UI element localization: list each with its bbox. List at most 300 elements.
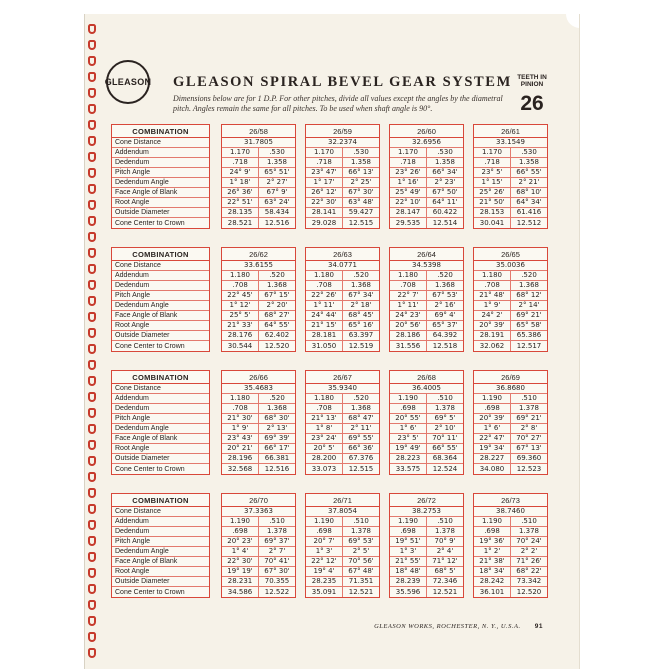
gear-combination-table (389, 370, 464, 475)
pinion-pitch-angle-value: 21° 30' (227, 414, 253, 422)
table-row (390, 198, 463, 208)
binding-ring (88, 168, 96, 178)
table-row (474, 291, 547, 301)
table-row (474, 587, 547, 597)
row-labels-table (111, 124, 210, 229)
table-row (390, 321, 463, 331)
gear-combination-table (305, 370, 380, 475)
pinion-root-angle-value: 22° 10' (395, 198, 421, 206)
cone-distance-value: 38.7460 (496, 507, 525, 515)
pinion-dedendum-value: .708 (316, 281, 332, 289)
table-row (222, 404, 295, 414)
gear-cone-center-value: 12.524 (426, 464, 463, 474)
gear-face-angle-value: 69° 4' (426, 311, 463, 320)
pinion-cone-center-value: 34.080 (479, 464, 505, 473)
table-row (306, 301, 379, 311)
row-label-dedendum: Dedendum (112, 281, 209, 291)
binding-ring (88, 632, 96, 642)
table-row (306, 188, 379, 198)
table-row (222, 321, 295, 331)
pinion-face-angle-value: 26° 36' (227, 188, 253, 196)
table-row (474, 148, 547, 158)
binding-ring (88, 120, 96, 130)
table-row (390, 444, 463, 454)
binding-ring (88, 248, 96, 258)
gear-face-angle-value: 68° 10' (510, 188, 547, 197)
table-row (306, 507, 379, 517)
table-row (390, 454, 463, 464)
pinion-dedendum-angle-value: 1° 6' (483, 424, 501, 432)
table-row (222, 394, 295, 404)
table-row (306, 547, 379, 557)
combination-value: 26/72 (390, 494, 463, 507)
table-row (390, 311, 463, 321)
gear-dedendum-angle-value: 2° 5' (342, 547, 379, 556)
gear-dedendum-value: 1.368 (510, 281, 547, 290)
table-row (390, 464, 463, 474)
gear-cone-center-value: 12.516 (258, 464, 295, 474)
table-row (474, 301, 547, 311)
pinion-pitch-angle-value: 19° 51' (395, 537, 421, 545)
pinion-addendum-value: 1.180 (313, 394, 335, 402)
gear-combination-table (473, 124, 548, 229)
cone-distance-value: 36.4005 (412, 384, 441, 392)
gear-cone-center-value: 12.515 (342, 464, 379, 474)
gear-cone-center-value: 12.517 (510, 341, 547, 351)
table-row (306, 587, 379, 597)
page-number: 91 (534, 623, 543, 630)
binding-ring (88, 360, 96, 370)
table-row (390, 587, 463, 597)
table-row (474, 444, 547, 454)
gear-combination-table (389, 247, 464, 352)
pinion-outside-diameter-value: 28.196 (227, 454, 253, 462)
table-row (390, 547, 463, 557)
gear-root-angle-value: 65° 58' (510, 321, 547, 330)
gear-outside-diameter-value: 62.402 (258, 331, 295, 340)
table-row (474, 178, 547, 188)
table-row (222, 567, 295, 577)
table-row (390, 567, 463, 577)
table-row (222, 454, 295, 464)
table-row (474, 414, 547, 424)
gear-addendum-value: .510 (510, 394, 547, 403)
table-row (474, 218, 547, 228)
pinion-root-angle-value: 19° 49' (395, 444, 421, 452)
table-row (222, 271, 295, 281)
gear-outside-diameter-value: 61.416 (510, 208, 547, 217)
table-row (390, 517, 463, 527)
gear-combination-table (221, 247, 296, 352)
pinion-pitch-angle-value: 20° 7' (313, 537, 335, 545)
table-row (474, 331, 547, 341)
binding-ring (88, 40, 96, 50)
pinion-outside-diameter-value: 28.147 (395, 208, 421, 216)
pinion-pitch-angle-value: 24° 9' (229, 168, 251, 176)
handbook-page (84, 14, 580, 669)
row-label-dedendum: Dedendum (112, 158, 209, 168)
pinion-cone-center-value: 31.556 (395, 341, 421, 350)
gear-outside-diameter-value: 71.351 (342, 577, 379, 586)
table-row (306, 424, 379, 434)
row-labels-table (111, 247, 210, 352)
gear-pitch-angle-value: 69° 5' (426, 414, 463, 423)
gear-outside-diameter-value: 59.427 (342, 208, 379, 217)
gear-outside-diameter-value: 63.397 (342, 331, 379, 340)
row-labels-table (111, 370, 210, 475)
gear-face-angle-value: 67° 30' (342, 188, 379, 197)
pinion-dedendum-angle-value: 1° 11' (313, 301, 335, 309)
gear-addendum-value: .530 (510, 148, 547, 157)
table-row (390, 331, 463, 341)
binding-ring (88, 184, 96, 194)
table-row (222, 341, 295, 351)
pinion-outside-diameter-value: 28.176 (227, 331, 253, 339)
table-row (222, 168, 295, 178)
table-row (306, 517, 379, 527)
pinion-cone-center-value: 35.596 (395, 587, 421, 596)
table-row (222, 301, 295, 311)
pinion-cone-center-value: 32.062 (479, 341, 505, 350)
gear-face-angle-value: 70° 27' (510, 434, 547, 443)
gear-root-angle-value: 67° 48' (342, 567, 379, 576)
table-row (222, 138, 295, 148)
gear-pitch-angle-value: 67° 53' (426, 291, 463, 300)
gleason-logo: GLEASON (106, 60, 150, 104)
row-label-face-angle: Face Angle of Blank (112, 311, 209, 321)
table-row (474, 198, 547, 208)
pinion-face-angle-value: 25° 5' (229, 311, 251, 319)
pinion-pitch-angle-value: 23° 26' (395, 168, 421, 176)
pinion-root-angle-value: 22° 30' (311, 198, 337, 206)
pinion-addendum-value: 1.170 (313, 148, 335, 156)
pinion-face-angle-value: 26° 12' (311, 188, 337, 196)
gear-outside-diameter-value: 70.355 (258, 577, 295, 586)
table-row (306, 577, 379, 587)
table-row (474, 384, 547, 394)
gear-pitch-angle-value: 69° 21' (510, 414, 547, 423)
binding-ring (88, 568, 96, 578)
pinion-outside-diameter-value: 28.181 (311, 331, 337, 339)
pinion-dedendum-angle-value: 1° 18' (229, 178, 251, 186)
pinion-cone-center-value: 33.575 (395, 464, 421, 473)
pinion-root-angle-value: 20° 5' (313, 444, 335, 452)
gear-pitch-angle-value: 69° 37' (258, 537, 295, 546)
gear-face-angle-value: 70° 41' (258, 557, 295, 566)
table-row (222, 577, 295, 587)
table-row (306, 158, 379, 168)
table-row (306, 321, 379, 331)
table-row (306, 138, 379, 148)
table-row (474, 261, 547, 271)
gear-cone-center-value: 12.521 (342, 587, 379, 597)
gear-pitch-angle-value: 68° 12' (510, 291, 547, 300)
binding-ring (88, 648, 96, 658)
cone-distance-value: 35.9340 (328, 384, 357, 392)
table-row (306, 311, 379, 321)
pinion-face-angle-value: 25° 49' (395, 188, 421, 196)
gear-outside-diameter-value: 73.342 (510, 577, 547, 586)
table-row (306, 527, 379, 537)
pinion-cone-center-value: 29.028 (311, 218, 337, 227)
table-row (306, 414, 379, 424)
pinion-addendum-value: 1.170 (481, 148, 503, 156)
table-row (222, 464, 295, 474)
pinion-root-angle-value: 20° 39' (479, 321, 505, 329)
gear-pitch-angle-value: 67° 34' (342, 291, 379, 300)
table-row (474, 188, 547, 198)
combination-value: 26/62 (222, 248, 295, 261)
row-label-dedendum-angle: Dedendum Angle (112, 301, 209, 311)
binding-ring (88, 200, 96, 210)
cone-distance-value: 34.5398 (412, 261, 441, 269)
page-footer (374, 623, 543, 630)
row-label-addendum: Addendum (112, 148, 209, 158)
cone-distance-value: 31.7805 (244, 138, 273, 146)
binding-ring (88, 328, 96, 338)
pinion-face-angle-value: 25° 26' (479, 188, 505, 196)
binding-ring (88, 152, 96, 162)
gear-dedendum-angle-value: 2° 2' (510, 547, 547, 556)
pinion-addendum-value: 1.190 (397, 394, 419, 402)
pinion-dedendum-value: .708 (232, 281, 248, 289)
table-row (222, 198, 295, 208)
table-row (306, 567, 379, 577)
pinion-pitch-angle-value: 20° 55' (395, 414, 421, 422)
row-label-dedendum-angle: Dedendum Angle (112, 424, 209, 434)
gear-dedendum-value: 1.378 (510, 404, 547, 413)
gear-root-angle-value: 64° 11' (426, 198, 463, 207)
binding-ring (88, 104, 96, 114)
binding-ring (88, 280, 96, 290)
pinion-dedendum-angle-value: 1° 2' (483, 547, 501, 555)
gear-face-angle-value: 69° 55' (342, 434, 379, 443)
row-label-dedendum-angle: Dedendum Angle (112, 178, 209, 188)
gear-cone-center-value: 12.512 (510, 218, 547, 228)
pinion-dedendum-angle-value: 1° 4' (231, 547, 249, 555)
pinion-dedendum-value: .718 (400, 158, 416, 166)
table-row (222, 158, 295, 168)
gear-pitch-angle-value: 70° 24' (510, 537, 547, 546)
combination-value: 26/73 (474, 494, 547, 507)
gear-dedendum-angle-value: 2° 23' (426, 178, 463, 187)
table-row (306, 218, 379, 228)
pinion-cone-center-value: 30.544 (227, 341, 253, 350)
combination-value: 26/67 (306, 371, 379, 384)
pinion-root-angle-value: 19° 34' (479, 444, 505, 452)
pinion-root-angle-value: 18° 48' (395, 567, 421, 575)
binding-ring (88, 424, 96, 434)
pinion-dedendum-value: .708 (232, 404, 248, 412)
pinion-cone-center-value: 29.535 (395, 218, 421, 227)
table-row (474, 138, 547, 148)
gear-root-angle-value: 67° 30' (258, 567, 295, 576)
gear-cone-center-value: 12.515 (342, 218, 379, 228)
gear-dedendum-angle-value: 2° 27' (258, 178, 295, 187)
gear-root-angle-value: 66° 55' (426, 444, 463, 453)
table-row (390, 394, 463, 404)
gear-cone-center-value: 12.518 (426, 341, 463, 351)
table-row (306, 444, 379, 454)
gear-root-angle-value: 63° 48' (342, 198, 379, 207)
table-row (306, 384, 379, 394)
table-row (390, 424, 463, 434)
pinion-dedendum-value: .698 (484, 404, 500, 412)
row-label-pitch-angle: Pitch Angle (112, 168, 209, 178)
pinion-dedendum-value: .698 (232, 527, 248, 535)
gear-addendum-value: .510 (258, 517, 295, 526)
gear-outside-diameter-value: 64.392 (426, 331, 463, 340)
pinion-addendum-value: 1.190 (481, 517, 503, 525)
row-label-dedendum: Dedendum (112, 404, 209, 414)
pinion-dedendum-angle-value: 1° 3' (315, 547, 333, 555)
binding-ring (88, 376, 96, 386)
pinion-face-angle-value: 22° 12' (311, 557, 337, 565)
gear-dedendum-value: 1.378 (426, 404, 463, 413)
row-label-cone-distance: Cone Distance (112, 261, 209, 271)
gear-cone-center-value: 12.514 (426, 218, 463, 228)
table-row (222, 444, 295, 454)
pinion-outside-diameter-value: 28.186 (395, 331, 421, 339)
gear-combination-table (305, 124, 380, 229)
pinion-outside-diameter-value: 28.231 (227, 577, 253, 585)
pinion-pitch-angle-value: 20° 23' (227, 537, 253, 545)
table-row (222, 537, 295, 547)
gear-outside-diameter-value: 66.381 (258, 454, 295, 463)
table-row (306, 464, 379, 474)
gear-pitch-angle-value: 66° 55' (510, 168, 547, 177)
gear-cone-center-value: 12.520 (258, 341, 295, 351)
table-row (390, 537, 463, 547)
gear-pitch-angle-value: 70° 9' (426, 537, 463, 546)
table-row (474, 557, 547, 567)
gear-dedendum-angle-value: 2° 18' (342, 301, 379, 310)
table-row (306, 537, 379, 547)
row-label-addendum: Addendum (112, 517, 209, 527)
table-row (222, 414, 295, 424)
cone-distance-value: 34.0771 (328, 261, 357, 269)
pinion-dedendum-value: .698 (400, 527, 416, 535)
page-title: GLEASON SPIRAL BEVEL GEAR SYSTEM (173, 74, 512, 90)
binding-ring (88, 296, 96, 306)
gear-dedendum-value: 1.378 (426, 527, 463, 536)
gear-dedendum-value: 1.358 (342, 158, 379, 167)
combination-header: COMBINATION (112, 125, 209, 138)
row-label-cone-center: Cone Center to Crown (115, 465, 185, 473)
gear-combination-table (305, 493, 380, 598)
gear-combination-table (305, 247, 380, 352)
pinion-face-angle-value: 23° 43' (227, 434, 253, 442)
table-row (390, 414, 463, 424)
gear-addendum-value: .520 (342, 271, 379, 280)
table-row (474, 404, 547, 414)
row-label-dedendum-angle: Dedendum Angle (112, 547, 209, 557)
table-row (474, 527, 547, 537)
pinion-dedendum-value: .718 (232, 158, 248, 166)
pinion-root-angle-value: 21° 50' (479, 198, 505, 206)
pinion-face-angle-value: 24° 23' (395, 311, 421, 319)
pinion-dedendum-value: .698 (316, 527, 332, 535)
pinion-face-angle-value: 24° 44' (311, 311, 337, 319)
gear-pitch-angle-value: 66° 13' (342, 168, 379, 177)
pinion-cone-center-value: 28.521 (227, 218, 253, 227)
combination-value: 26/70 (222, 494, 295, 507)
gear-outside-diameter-value: 72.346 (426, 577, 463, 586)
table-row (474, 464, 547, 474)
binding-ring (88, 536, 96, 546)
table-row (390, 281, 463, 291)
pinion-addendum-value: 1.180 (481, 271, 503, 279)
binding-ring (88, 136, 96, 146)
gear-addendum-value: .530 (342, 148, 379, 157)
gear-dedendum-value: 1.368 (258, 281, 295, 290)
table-row (306, 341, 379, 351)
gear-addendum-value: .520 (510, 271, 547, 280)
table-row (306, 261, 379, 271)
table-row (222, 311, 295, 321)
row-label-outside-diameter: Outside Diameter (112, 331, 209, 341)
table-row (306, 434, 379, 444)
binding-ring (88, 456, 96, 466)
table-row (390, 178, 463, 188)
table-row (390, 404, 463, 414)
gear-addendum-value: .530 (258, 148, 295, 157)
gear-outside-diameter-value: 65.386 (510, 331, 547, 340)
gear-pitch-angle-value: 67° 15' (258, 291, 295, 300)
pinion-outside-diameter-value: 28.223 (395, 454, 421, 462)
pinion-outside-diameter-value: 28.235 (311, 577, 337, 585)
gear-dedendum-angle-value: 2° 10' (426, 424, 463, 433)
gear-combination-table (221, 124, 296, 229)
pinion-outside-diameter-value: 28.239 (395, 577, 421, 585)
pinion-pitch-angle-value: 21° 13' (311, 414, 337, 422)
gear-face-angle-value: 71° 26' (510, 557, 547, 566)
pinion-addendum-value: 1.190 (481, 394, 503, 402)
gear-dedendum-value: 1.368 (258, 404, 295, 413)
pinion-dedendum-value: .718 (484, 158, 500, 166)
gear-dedendum-value: 1.358 (510, 158, 547, 167)
pinion-addendum-value: 1.190 (313, 517, 335, 525)
pinion-dedendum-angle-value: 1° 8' (315, 424, 333, 432)
table-row (474, 567, 547, 577)
binding-ring (88, 584, 96, 594)
pinion-dedendum-angle-value: 1° 9' (483, 301, 501, 309)
gear-root-angle-value: 64° 34' (510, 198, 547, 207)
row-label-cone-center: Cone Center to Crown (115, 219, 185, 227)
pinion-cone-center-value: 35.091 (311, 587, 337, 596)
gear-addendum-value: .510 (426, 517, 463, 526)
combination-value: 26/65 (474, 248, 547, 261)
pinion-outside-diameter-value: 28.153 (479, 208, 505, 216)
binding-ring (88, 552, 96, 562)
row-label-face-angle: Face Angle of Blank (112, 434, 209, 444)
binding-ring (88, 24, 96, 34)
combination-value: 26/59 (306, 125, 379, 138)
gear-combination-table (473, 370, 548, 475)
combination-value: 26/58 (222, 125, 295, 138)
gear-pitch-angle-value: 68° 47' (342, 414, 379, 423)
table-row (474, 281, 547, 291)
pinion-pitch-angle-value: 23° 47' (311, 168, 337, 176)
gear-cone-center-value: 12.523 (510, 464, 547, 474)
row-label-addendum: Addendum (112, 271, 209, 281)
pinion-pitch-angle-value: 22° 26' (311, 291, 337, 299)
table-row (222, 331, 295, 341)
gear-outside-diameter-value: 67.376 (342, 454, 379, 463)
table-row (222, 424, 295, 434)
row-label-cone-center: Cone Center to Crown (115, 588, 185, 596)
table-row (390, 434, 463, 444)
